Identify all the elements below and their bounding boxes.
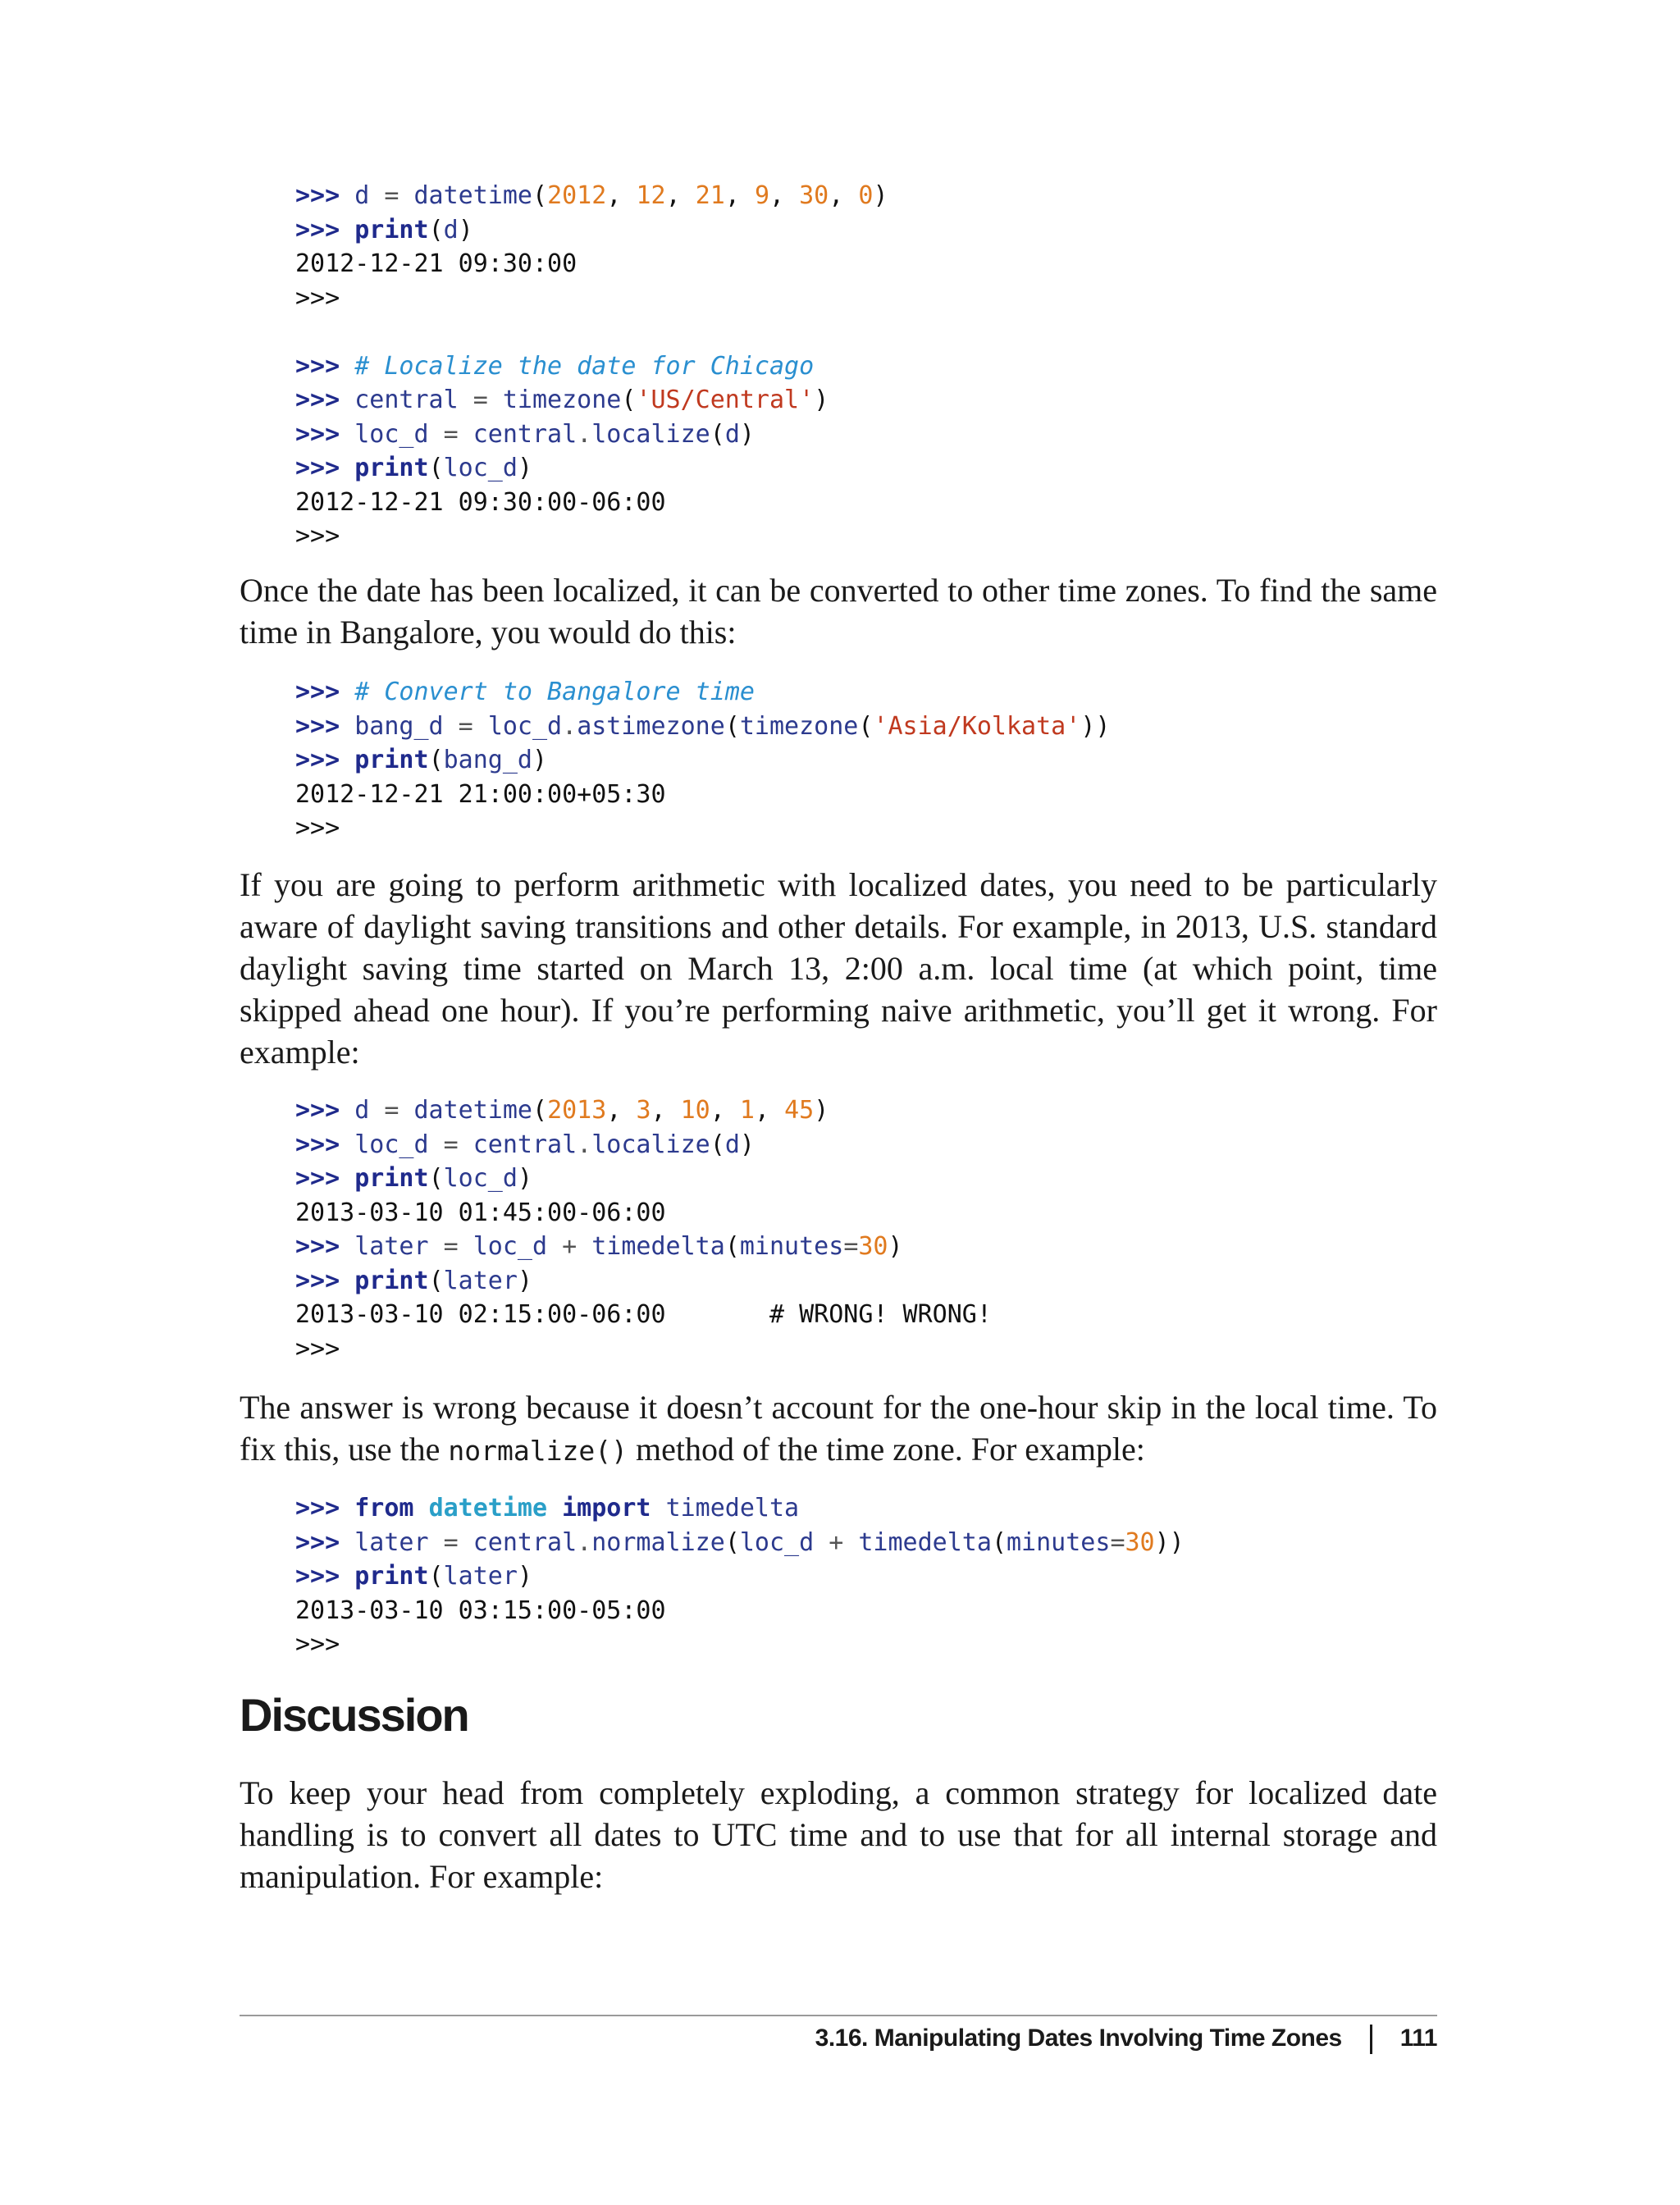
code-token: loc_d <box>739 1527 815 1557</box>
code-token: = <box>428 1130 473 1159</box>
code-token: bang_d <box>354 711 444 741</box>
code-token: d <box>724 1130 740 1159</box>
code-line <box>295 179 888 213</box>
code-token: . <box>577 419 592 449</box>
code-token: ( <box>710 419 725 449</box>
code-token: )) <box>1080 711 1111 741</box>
code-token: ( <box>428 1164 444 1193</box>
code-token: 30 <box>858 1232 888 1261</box>
code-token: >>> <box>295 419 355 449</box>
code-token: print <box>354 215 429 244</box>
code-line <box>295 349 888 384</box>
code-token: >>> <box>295 1630 340 1659</box>
code-token: timedelta <box>591 1232 725 1261</box>
code-token: ) <box>517 454 532 482</box>
code-token: = <box>1110 1527 1125 1557</box>
code-token: ) <box>814 1096 829 1125</box>
code-line <box>295 1332 992 1367</box>
code-token: ) <box>517 1562 532 1591</box>
code-token: localize <box>591 419 710 449</box>
code-token: print <box>354 1266 429 1295</box>
code-token <box>547 1494 562 1522</box>
code-token: >>> <box>295 1130 355 1159</box>
code-token: >>> <box>295 1096 355 1125</box>
code-token: 3 <box>636 1096 651 1125</box>
code-line <box>295 451 888 486</box>
code-line <box>295 811 1110 846</box>
code-token: 1 <box>739 1096 755 1125</box>
section-heading-discussion: Discussion <box>240 1689 468 1741</box>
code-token: bang_d <box>443 746 532 774</box>
code-token: ) <box>532 746 548 774</box>
code-token: datetime <box>413 181 532 210</box>
code-token: datetime <box>428 1494 548 1522</box>
code-token: >>> <box>295 1164 355 1193</box>
code-token: + <box>814 1527 859 1557</box>
code-token: 'Asia/Kolkata' <box>873 711 1081 741</box>
code-token: print <box>354 454 429 482</box>
code-token: # Localize the date for Chicago <box>354 351 815 381</box>
paragraph-utc-strategy: To keep your head from completely exploding, a common strategy for localized date handling is to convert all dates to UTC time and to use that for all internal storage and manipulation. For example: <box>240 1774 1437 1895</box>
code-line <box>295 519 888 554</box>
code-token: >>> <box>295 215 355 244</box>
code-token: >>> <box>295 181 355 210</box>
footer-page-number: 111 <box>1399 2025 1437 2052</box>
code-line <box>295 1298 992 1332</box>
code-token: central <box>472 1527 578 1557</box>
code-token: ( <box>724 1527 740 1557</box>
code-token: loc_d <box>354 419 429 449</box>
code-token: , <box>829 181 859 210</box>
code-token: d <box>354 181 370 210</box>
code-token: 2012-12-21 09:30:00 <box>295 249 578 278</box>
code-token: ( <box>532 1096 548 1125</box>
paragraph-dst-arithmetic: If you are going to perform arithmetic with localized dates, you need to be particularly aware of daylight saving transitions and other details. For example, in 2013, U.S. standard daylight saving time started on March 13, 2:00 a.m. local time (at which point, time skipped ahead one hour). If you’re performing naive arithmetic, you’ll get it wrong. For example: <box>240 866 1437 1071</box>
code-line <box>295 383 888 418</box>
code-token: ( <box>428 746 444 774</box>
code-line <box>295 1491 1185 1526</box>
code-token: loc_d <box>443 1164 518 1193</box>
paragraph-convert-zones: Once the date has been localized, it can be converted to other time zones. To find the same time in Bangalore, you would do this: <box>240 572 1437 651</box>
code-line <box>295 1264 992 1299</box>
code-token: 9 <box>754 181 769 210</box>
code-line <box>295 778 1110 812</box>
code-token: . <box>577 1130 592 1159</box>
code-token: ) <box>458 215 473 244</box>
code-token: >>> <box>295 1266 355 1295</box>
code-token: print <box>354 1562 429 1591</box>
code-line <box>295 281 888 316</box>
code-token: + <box>547 1232 592 1261</box>
code-token: ( <box>724 1232 740 1261</box>
code-token: ( <box>532 181 548 210</box>
code-token: 2013-03-10 01:45:00-06:00 <box>295 1198 666 1227</box>
code-token: , <box>769 181 800 210</box>
code-token: >>> <box>295 1562 355 1591</box>
normalize-text-before: The answer is wrong because it doesn’t account for the one-hour skip in the local time. To fix this, use the <box>240 1389 1437 1468</box>
code-token: . <box>562 711 578 741</box>
code-token: 30 <box>799 181 829 210</box>
footer-separator <box>1370 2025 1372 2054</box>
code-line <box>295 1594 1185 1628</box>
code-token: ( <box>428 1266 444 1295</box>
code-token: , <box>606 1096 637 1125</box>
code-block-naive-arithmetic <box>295 1093 992 1366</box>
code-line <box>295 315 888 349</box>
code-token: minutes <box>1007 1527 1111 1557</box>
code-token: , <box>606 181 637 210</box>
code-token: later <box>443 1562 518 1591</box>
code-token: ) <box>888 1232 903 1261</box>
code-token: >>> <box>295 746 355 774</box>
code-token: normalize <box>591 1527 725 1557</box>
code-token: >>> <box>295 1232 355 1261</box>
code-token: print <box>354 1164 429 1193</box>
code-token: from <box>354 1494 414 1522</box>
code-token: >>> <box>295 351 355 381</box>
code-token: astimezone <box>577 711 725 741</box>
code-line <box>295 1093 992 1128</box>
code-token <box>414 1494 429 1522</box>
code-token: , <box>665 181 696 210</box>
code-token: ( <box>621 386 637 414</box>
code-token: , <box>754 1096 785 1125</box>
footer-section-title: 3.16. Manipulating Dates Involving Time Zones <box>815 2025 1342 2052</box>
code-token: ) <box>739 1130 755 1159</box>
code-block-bangalore <box>295 675 1110 846</box>
code-token: . <box>577 1527 592 1557</box>
code-block-localize <box>295 179 888 554</box>
code-token: ) <box>517 1164 532 1193</box>
normalize-inline-code: normalize() <box>448 1435 628 1467</box>
code-token: minutes <box>739 1232 844 1261</box>
code-line <box>295 486 888 520</box>
code-token: timedelta <box>858 1527 992 1557</box>
code-token: = <box>843 1232 859 1261</box>
code-token: 21 <box>695 181 725 210</box>
code-token: = <box>428 419 473 449</box>
code-token: print <box>354 746 429 774</box>
code-token: ( <box>724 711 740 741</box>
code-token: loc_d <box>487 711 563 741</box>
code-token: central <box>472 1130 578 1159</box>
code-token: 30 <box>1125 1527 1155 1557</box>
normalize-text-after: method of the time zone. For example: <box>627 1431 1145 1468</box>
code-token: ) <box>814 386 829 414</box>
code-token: = <box>443 711 488 741</box>
code-token: >>> <box>295 1334 340 1363</box>
code-token: import <box>562 1494 651 1522</box>
code-token: , <box>724 181 755 210</box>
code-line <box>295 247 888 281</box>
code-token: 2013-03-10 02:15:00-06:00 # WRONG! WRONG! <box>295 1300 992 1329</box>
code-token: ( <box>428 1562 444 1591</box>
code-line <box>295 213 888 248</box>
code-token: >>> <box>295 454 355 482</box>
code-token: >>> <box>295 678 355 706</box>
code-token: ( <box>858 711 874 741</box>
code-token: # Convert to Bangalore time <box>354 678 755 706</box>
code-line <box>295 710 1110 744</box>
code-token: )) <box>1154 1527 1185 1557</box>
code-token: later <box>354 1527 429 1557</box>
code-token: , <box>651 1096 681 1125</box>
code-token: >>> <box>295 283 340 313</box>
code-token: localize <box>591 1130 710 1159</box>
code-token: 2012-12-21 09:30:00-06:00 <box>295 487 666 517</box>
code-token: timedelta <box>665 1494 800 1522</box>
code-token: d <box>724 419 740 449</box>
code-token: = <box>369 181 414 210</box>
code-block-normalize <box>295 1491 1185 1662</box>
code-token: >>> <box>295 1527 355 1557</box>
paragraph-normalize <box>240 1386 1437 1472</box>
code-line <box>295 675 1110 710</box>
code-token: >>> <box>295 814 340 842</box>
code-token: = <box>428 1527 473 1557</box>
code-token: d <box>354 1096 370 1125</box>
code-token: >>> <box>295 386 355 414</box>
code-line <box>295 1559 1185 1594</box>
code-token: 0 <box>858 181 874 210</box>
code-line <box>295 1196 992 1230</box>
code-line <box>295 1628 1185 1662</box>
code-token: >>> <box>295 522 340 550</box>
code-line <box>295 1128 992 1162</box>
code-token: 10 <box>680 1096 710 1125</box>
code-token: later <box>443 1266 518 1295</box>
code-line <box>295 1162 992 1196</box>
code-line <box>295 743 1110 778</box>
code-token: loc_d <box>443 454 518 482</box>
code-token: timezone <box>739 711 859 741</box>
code-token: >>> <box>295 711 355 741</box>
code-token: d <box>443 215 459 244</box>
code-token: 12 <box>636 181 666 210</box>
code-token: timezone <box>502 386 622 414</box>
code-token: ( <box>710 1130 725 1159</box>
code-token: >>> <box>295 1494 355 1522</box>
code-token: = <box>428 1232 473 1261</box>
code-token: , <box>710 1096 740 1125</box>
code-token: datetime <box>413 1096 532 1125</box>
code-token <box>651 1494 666 1522</box>
code-line <box>295 1230 992 1264</box>
code-token: later <box>354 1232 429 1261</box>
page-footer <box>815 2025 1437 2054</box>
code-token: ( <box>428 215 444 244</box>
code-token: ( <box>991 1527 1007 1557</box>
code-token: 2012-12-21 21:00:00+05:30 <box>295 779 666 809</box>
code-token: 45 <box>784 1096 815 1125</box>
footer-rule <box>240 2015 1437 2016</box>
code-token: 'US/Central' <box>636 386 815 414</box>
code-token: 2013 <box>547 1096 607 1125</box>
code-token: = <box>369 1096 414 1125</box>
code-token: loc_d <box>354 1130 429 1159</box>
code-token: ) <box>873 181 888 210</box>
code-token: = <box>458 386 503 414</box>
code-token: 2012 <box>547 181 607 210</box>
code-token: 2013-03-10 03:15:00-05:00 <box>295 1596 666 1625</box>
code-token: ) <box>739 419 755 449</box>
code-token: ) <box>517 1266 532 1295</box>
code-token: ( <box>428 454 444 482</box>
code-token: loc_d <box>472 1232 548 1261</box>
code-token: central <box>354 386 459 414</box>
code-line <box>295 418 888 452</box>
code-line <box>295 1526 1185 1560</box>
code-token: central <box>472 419 578 449</box>
